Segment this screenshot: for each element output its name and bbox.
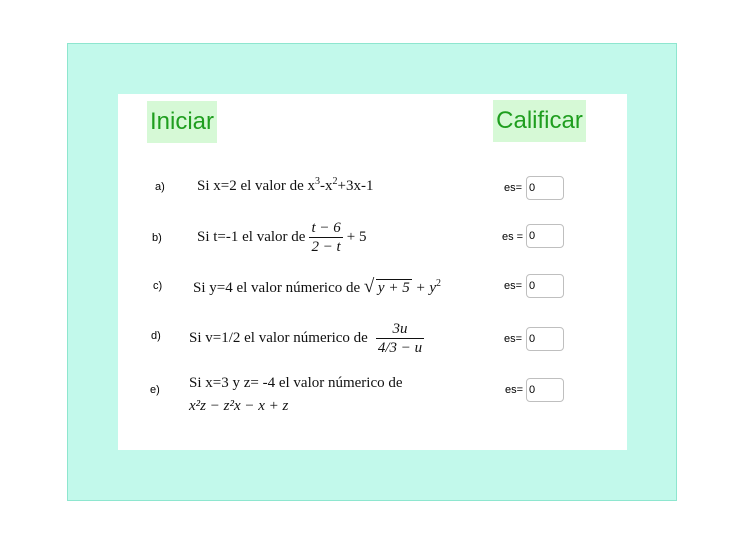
item-c-answer-input[interactable]	[526, 274, 564, 298]
item-d-denominator: 4/3 − u	[377, 340, 423, 356]
item-c-text: Si y=4 el valor númerico de	[193, 280, 361, 296]
item-b-text: Si t=-1 el valor de	[197, 228, 306, 245]
item-d-answer-input[interactable]	[526, 327, 564, 351]
calificar-button[interactable]: Calificar	[493, 100, 586, 142]
item-d-es-label: es=	[504, 333, 523, 345]
item-d-fraction	[376, 320, 424, 357]
item-b-numerator: t − 6	[311, 220, 341, 236]
item-b-es-label: es =	[502, 231, 524, 243]
item-d-numerator: 3u	[376, 320, 424, 339]
item-d-text: Si v=1/2 el valor númerico de	[189, 329, 368, 346]
item-c-tail: + y	[415, 280, 436, 296]
item-b-answer-input[interactable]	[526, 224, 564, 248]
item-c-exp: 2	[435, 278, 441, 289]
item-e-answer-input[interactable]	[526, 378, 564, 402]
item-c-es-label: es=	[504, 280, 523, 292]
item-a-es-label: es=	[504, 182, 523, 194]
item-d-letter: d)	[151, 330, 161, 342]
item-a-mid: -x	[320, 178, 333, 194]
item-b-question	[197, 219, 366, 256]
item-d-question	[189, 320, 428, 357]
item-b-tail: + 5	[346, 228, 367, 245]
item-c-question	[193, 278, 441, 297]
sqrt-symbol: √	[363, 276, 375, 297]
item-c-radicand: y + 5	[377, 280, 410, 296]
item-e-es-label: es=	[505, 384, 524, 396]
item-a-tail: +3x-1	[337, 178, 374, 194]
item-e-text: Si x=3 y z= -4 el valor númerico de	[189, 375, 403, 391]
item-a-letter: a)	[155, 181, 165, 193]
item-c-sqrt	[363, 276, 412, 297]
item-a-exp1: 3	[315, 176, 321, 187]
item-a-question	[197, 176, 374, 195]
iniciar-button[interactable]: Iniciar	[147, 101, 217, 143]
item-e-letter: e)	[150, 384, 160, 396]
item-b-letter: b)	[152, 232, 162, 244]
item-b-fraction	[309, 219, 342, 256]
item-c-letter: c)	[153, 280, 163, 292]
item-e-expression: x²z − z²x − x + z	[189, 398, 289, 414]
item-a-answer-input[interactable]	[526, 176, 564, 200]
item-a-exp2: 2	[332, 176, 338, 187]
item-a-text: Si x=2 el valor de x	[197, 178, 316, 194]
item-b-denominator: 2 − t	[311, 239, 341, 255]
